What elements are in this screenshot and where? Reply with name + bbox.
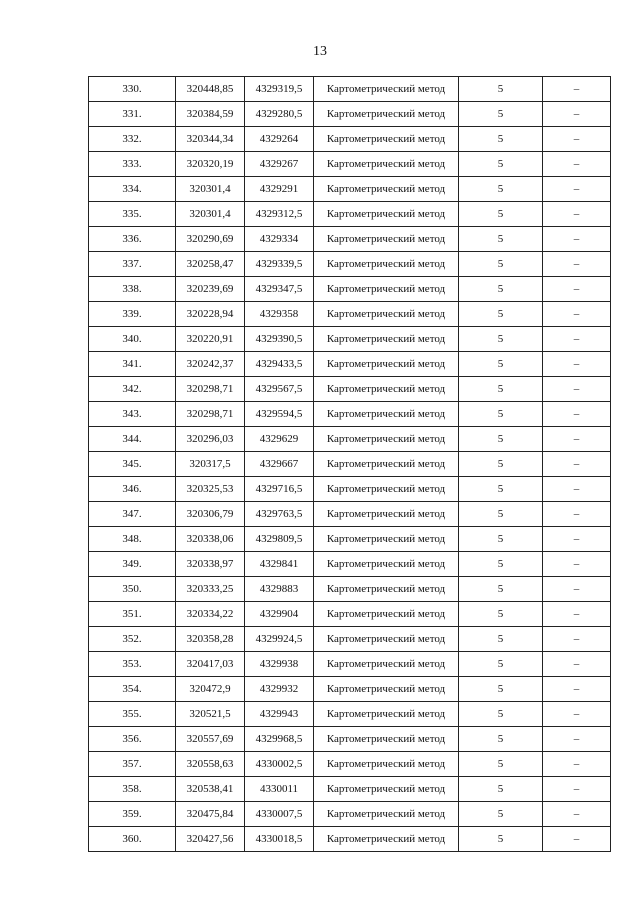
table-row <box>89 527 611 552</box>
x-coordinate-cell: 320239,69 <box>176 277 245 302</box>
point-number-cell: 356. <box>89 727 176 752</box>
accuracy-cell: 5 <box>459 127 543 152</box>
method-cell: Картометрический метод <box>314 827 459 852</box>
point-number-cell: 335. <box>89 202 176 227</box>
table-row <box>89 502 611 527</box>
method-cell: Картометрический метод <box>314 527 459 552</box>
table-row <box>89 452 611 477</box>
accuracy-cell: 5 <box>459 252 543 277</box>
point-number-cell: 343. <box>89 402 176 427</box>
method-cell: Картометрический метод <box>314 177 459 202</box>
point-number-cell: 354. <box>89 677 176 702</box>
x-coordinate-cell: 320334,22 <box>176 602 245 627</box>
description-cell: – <box>543 677 611 702</box>
point-number-cell: 342. <box>89 377 176 402</box>
table-row <box>89 802 611 827</box>
accuracy-cell: 5 <box>459 452 543 477</box>
description-cell: – <box>543 602 611 627</box>
accuracy-cell: 5 <box>459 277 543 302</box>
accuracy-cell: 5 <box>459 627 543 652</box>
x-coordinate-cell: 320228,94 <box>176 302 245 327</box>
description-cell: – <box>543 377 611 402</box>
point-number-cell: 346. <box>89 477 176 502</box>
page-number: 13 <box>313 44 327 59</box>
table-row <box>89 77 611 102</box>
method-cell: Картометрический метод <box>314 127 459 152</box>
description-cell: – <box>543 552 611 577</box>
accuracy-cell: 5 <box>459 177 543 202</box>
table-row <box>89 627 611 652</box>
accuracy-cell: 5 <box>459 527 543 552</box>
method-cell: Картометрический метод <box>314 452 459 477</box>
method-cell: Картометрический метод <box>314 402 459 427</box>
x-coordinate-cell: 320317,5 <box>176 452 245 477</box>
accuracy-cell: 5 <box>459 477 543 502</box>
point-number-cell: 339. <box>89 302 176 327</box>
accuracy-cell: 5 <box>459 827 543 852</box>
point-number-cell: 330. <box>89 77 176 102</box>
x-coordinate-cell: 320298,71 <box>176 402 245 427</box>
method-cell: Картометрический метод <box>314 302 459 327</box>
point-number-cell: 358. <box>89 777 176 802</box>
method-cell: Картометрический метод <box>314 777 459 802</box>
accuracy-cell: 5 <box>459 302 543 327</box>
point-number-cell: 341. <box>89 352 176 377</box>
accuracy-cell: 5 <box>459 152 543 177</box>
y-coordinate-cell: 4329809,5 <box>245 527 314 552</box>
description-cell: – <box>543 827 611 852</box>
y-coordinate-cell: 4330011 <box>245 777 314 802</box>
y-coordinate-cell: 4330018,5 <box>245 827 314 852</box>
method-cell: Картометрический метод <box>314 752 459 777</box>
accuracy-cell: 5 <box>459 327 543 352</box>
method-cell: Картометрический метод <box>314 577 459 602</box>
table-row <box>89 302 611 327</box>
method-cell: Картометрический метод <box>314 252 459 277</box>
description-cell: – <box>543 802 611 827</box>
x-coordinate-cell: 320306,79 <box>176 502 245 527</box>
accuracy-cell: 5 <box>459 752 543 777</box>
table-row <box>89 252 611 277</box>
description-cell: – <box>543 652 611 677</box>
x-coordinate-cell: 320417,03 <box>176 652 245 677</box>
table-row <box>89 477 611 502</box>
x-coordinate-cell: 320290,69 <box>176 227 245 252</box>
accuracy-cell: 5 <box>459 777 543 802</box>
method-cell: Картометрический метод <box>314 477 459 502</box>
point-number-cell: 336. <box>89 227 176 252</box>
accuracy-cell: 5 <box>459 427 543 452</box>
method-cell: Картометрический метод <box>314 152 459 177</box>
description-cell: – <box>543 702 611 727</box>
accuracy-cell: 5 <box>459 702 543 727</box>
method-cell: Картометрический метод <box>314 102 459 127</box>
table-row <box>89 227 611 252</box>
x-coordinate-cell: 320538,41 <box>176 777 245 802</box>
point-number-cell: 344. <box>89 427 176 452</box>
y-coordinate-cell: 4329943 <box>245 702 314 727</box>
accuracy-cell: 5 <box>459 202 543 227</box>
method-cell: Картометрический метод <box>314 202 459 227</box>
description-cell: – <box>543 77 611 102</box>
table-row <box>89 727 611 752</box>
y-coordinate-cell: 4329339,5 <box>245 252 314 277</box>
method-cell: Картометрический метод <box>314 227 459 252</box>
table-row <box>89 377 611 402</box>
accuracy-cell: 5 <box>459 77 543 102</box>
coordinates-table <box>88 76 611 852</box>
x-coordinate-cell: 320301,4 <box>176 177 245 202</box>
description-cell: – <box>543 452 611 477</box>
table-row <box>89 702 611 727</box>
accuracy-cell: 5 <box>459 727 543 752</box>
y-coordinate-cell: 4329841 <box>245 552 314 577</box>
y-coordinate-cell: 4329347,5 <box>245 277 314 302</box>
method-cell: Картометрический метод <box>314 727 459 752</box>
description-cell: – <box>543 402 611 427</box>
description-cell: – <box>543 177 611 202</box>
y-coordinate-cell: 4329267 <box>245 152 314 177</box>
point-number-cell: 357. <box>89 752 176 777</box>
y-coordinate-cell: 4329924,5 <box>245 627 314 652</box>
x-coordinate-cell: 320475,84 <box>176 802 245 827</box>
description-cell: – <box>543 502 611 527</box>
point-number-cell: 359. <box>89 802 176 827</box>
point-number-cell: 345. <box>89 452 176 477</box>
accuracy-cell: 5 <box>459 552 543 577</box>
y-coordinate-cell: 4329291 <box>245 177 314 202</box>
y-coordinate-cell: 4329932 <box>245 677 314 702</box>
x-coordinate-cell: 320557,69 <box>176 727 245 752</box>
method-cell: Картометрический метод <box>314 77 459 102</box>
table-row <box>89 652 611 677</box>
point-number-cell: 360. <box>89 827 176 852</box>
x-coordinate-cell: 320242,37 <box>176 352 245 377</box>
table-row <box>89 752 611 777</box>
y-coordinate-cell: 4329264 <box>245 127 314 152</box>
method-cell: Картометрический метод <box>314 377 459 402</box>
y-coordinate-cell: 4329716,5 <box>245 477 314 502</box>
x-coordinate-cell: 320258,47 <box>176 252 245 277</box>
x-coordinate-cell: 320427,56 <box>176 827 245 852</box>
point-number-cell: 337. <box>89 252 176 277</box>
point-number-cell: 333. <box>89 152 176 177</box>
y-coordinate-cell: 4330002,5 <box>245 752 314 777</box>
table-row <box>89 277 611 302</box>
x-coordinate-cell: 320344,34 <box>176 127 245 152</box>
accuracy-cell: 5 <box>459 502 543 527</box>
y-coordinate-cell: 4329567,5 <box>245 377 314 402</box>
description-cell: – <box>543 752 611 777</box>
y-coordinate-cell: 4329904 <box>245 602 314 627</box>
description-cell: – <box>543 727 611 752</box>
description-cell: – <box>543 252 611 277</box>
point-number-cell: 347. <box>89 502 176 527</box>
x-coordinate-cell: 320558,63 <box>176 752 245 777</box>
description-cell: – <box>543 202 611 227</box>
y-coordinate-cell: 4329358 <box>245 302 314 327</box>
description-cell: – <box>543 302 611 327</box>
accuracy-cell: 5 <box>459 227 543 252</box>
method-cell: Картометрический метод <box>314 552 459 577</box>
y-coordinate-cell: 4329629 <box>245 427 314 452</box>
table-row <box>89 127 611 152</box>
accuracy-cell: 5 <box>459 577 543 602</box>
accuracy-cell: 5 <box>459 377 543 402</box>
description-cell: – <box>543 577 611 602</box>
table-row <box>89 552 611 577</box>
x-coordinate-cell: 320296,03 <box>176 427 245 452</box>
x-coordinate-cell: 320333,25 <box>176 577 245 602</box>
accuracy-cell: 5 <box>459 677 543 702</box>
x-coordinate-cell: 320298,71 <box>176 377 245 402</box>
x-coordinate-cell: 320320,19 <box>176 152 245 177</box>
point-number-cell: 351. <box>89 602 176 627</box>
table-row <box>89 827 611 852</box>
description-cell: – <box>543 477 611 502</box>
y-coordinate-cell: 4329594,5 <box>245 402 314 427</box>
point-number-cell: 348. <box>89 527 176 552</box>
description-cell: – <box>543 427 611 452</box>
method-cell: Картометрический метод <box>314 652 459 677</box>
y-coordinate-cell: 4329763,5 <box>245 502 314 527</box>
method-cell: Картометрический метод <box>314 802 459 827</box>
point-number-cell: 332. <box>89 127 176 152</box>
x-coordinate-cell: 320384,59 <box>176 102 245 127</box>
table-row <box>89 402 611 427</box>
coordinates-table-body <box>89 77 611 852</box>
table-row <box>89 177 611 202</box>
y-coordinate-cell: 4329334 <box>245 227 314 252</box>
method-cell: Картометрический метод <box>314 627 459 652</box>
point-number-cell: 331. <box>89 102 176 127</box>
description-cell: – <box>543 777 611 802</box>
x-coordinate-cell: 320325,53 <box>176 477 245 502</box>
accuracy-cell: 5 <box>459 352 543 377</box>
table-row <box>89 202 611 227</box>
method-cell: Картометрический метод <box>314 677 459 702</box>
method-cell: Картометрический метод <box>314 602 459 627</box>
point-number-cell: 338. <box>89 277 176 302</box>
x-coordinate-cell: 320220,91 <box>176 327 245 352</box>
accuracy-cell: 5 <box>459 602 543 627</box>
y-coordinate-cell: 4329667 <box>245 452 314 477</box>
accuracy-cell: 5 <box>459 402 543 427</box>
accuracy-cell: 5 <box>459 802 543 827</box>
y-coordinate-cell: 4329433,5 <box>245 352 314 377</box>
accuracy-cell: 5 <box>459 102 543 127</box>
point-number-cell: 352. <box>89 627 176 652</box>
description-cell: – <box>543 152 611 177</box>
x-coordinate-cell: 320358,28 <box>176 627 245 652</box>
y-coordinate-cell: 4329390,5 <box>245 327 314 352</box>
y-coordinate-cell: 4329883 <box>245 577 314 602</box>
table-row <box>89 327 611 352</box>
x-coordinate-cell: 320448,85 <box>176 77 245 102</box>
method-cell: Картометрический метод <box>314 327 459 352</box>
description-cell: – <box>543 277 611 302</box>
x-coordinate-cell: 320338,06 <box>176 527 245 552</box>
x-coordinate-cell: 320472,9 <box>176 677 245 702</box>
point-number-cell: 355. <box>89 702 176 727</box>
table-row <box>89 777 611 802</box>
y-coordinate-cell: 4329312,5 <box>245 202 314 227</box>
y-coordinate-cell: 4329319,5 <box>245 77 314 102</box>
table-row <box>89 577 611 602</box>
description-cell: – <box>543 627 611 652</box>
y-coordinate-cell: 4329938 <box>245 652 314 677</box>
y-coordinate-cell: 4330007,5 <box>245 802 314 827</box>
description-cell: – <box>543 227 611 252</box>
table-row <box>89 602 611 627</box>
table-row <box>89 352 611 377</box>
x-coordinate-cell: 320521,5 <box>176 702 245 727</box>
description-cell: – <box>543 352 611 377</box>
x-coordinate-cell: 320301,4 <box>176 202 245 227</box>
table-row <box>89 677 611 702</box>
point-number-cell: 349. <box>89 552 176 577</box>
description-cell: – <box>543 127 611 152</box>
x-coordinate-cell: 320338,97 <box>176 552 245 577</box>
method-cell: Картометрический метод <box>314 702 459 727</box>
table-row <box>89 427 611 452</box>
point-number-cell: 353. <box>89 652 176 677</box>
table-row <box>89 152 611 177</box>
method-cell: Картометрический метод <box>314 427 459 452</box>
point-number-cell: 350. <box>89 577 176 602</box>
description-cell: – <box>543 527 611 552</box>
y-coordinate-cell: 4329968,5 <box>245 727 314 752</box>
y-coordinate-cell: 4329280,5 <box>245 102 314 127</box>
method-cell: Картометрический метод <box>314 352 459 377</box>
point-number-cell: 340. <box>89 327 176 352</box>
accuracy-cell: 5 <box>459 652 543 677</box>
description-cell: – <box>543 327 611 352</box>
description-cell: – <box>543 102 611 127</box>
point-number-cell: 334. <box>89 177 176 202</box>
method-cell: Картометрический метод <box>314 502 459 527</box>
method-cell: Картометрический метод <box>314 277 459 302</box>
table-row <box>89 102 611 127</box>
